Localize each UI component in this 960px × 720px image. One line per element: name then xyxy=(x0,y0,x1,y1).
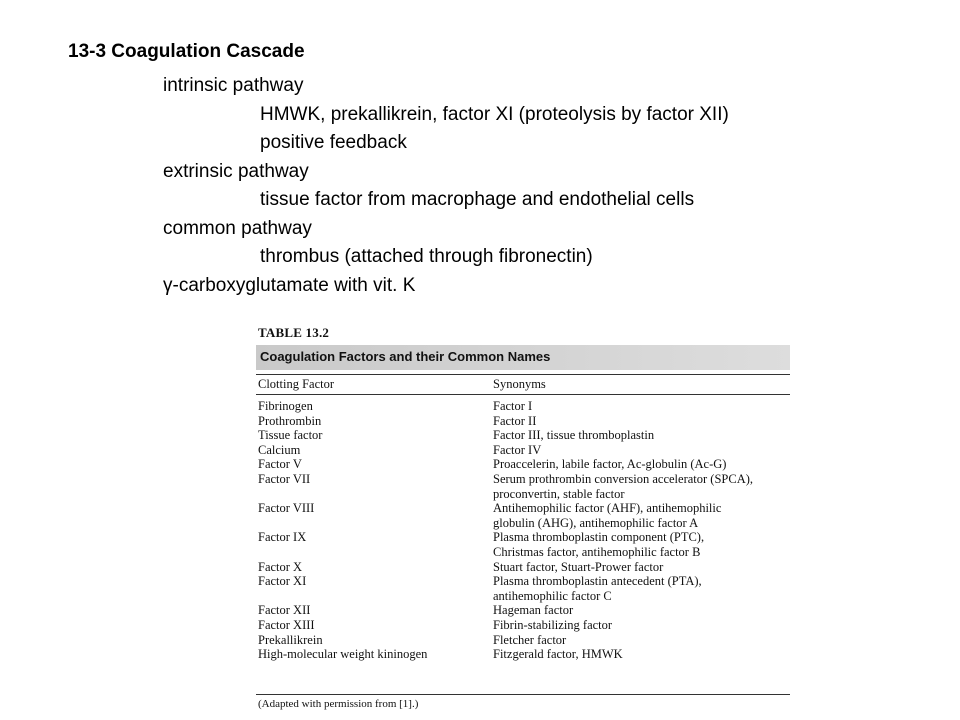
table-row xyxy=(256,603,790,618)
outline-item-positive-feedback: positive feedback xyxy=(260,132,407,153)
synonyms-cell: Antihemophilic factor (AHF), antihemophilic globulin (AHG), antihemophilic factor A xyxy=(493,501,722,530)
table-row xyxy=(256,414,790,429)
table-title: Coagulation Factors and their Common Names xyxy=(260,349,551,364)
outline-item-intrinsic-pathway: intrinsic pathway xyxy=(163,75,304,96)
factor-cell: Calcium xyxy=(258,442,301,457)
table-row xyxy=(256,633,790,648)
synonyms-cell: Hageman factor xyxy=(493,603,574,618)
synonyms-cell: Fletcher factor xyxy=(493,632,567,647)
table-row xyxy=(256,574,790,603)
table-row xyxy=(256,560,790,575)
table-header-rule xyxy=(256,394,790,395)
synonyms-cell: Factor IV xyxy=(493,442,542,457)
outline-item-extrinsic-pathway: extrinsic pathway xyxy=(163,161,309,182)
factor-cell: Fibrinogen xyxy=(258,399,313,413)
synonyms-cell: Fitzgerald factor, HMWK xyxy=(493,647,623,662)
table-body xyxy=(256,399,790,662)
table-credit: (Adapted with permission from [1].) xyxy=(258,698,419,710)
factor-cell: Factor VII xyxy=(258,471,311,486)
table-row xyxy=(256,618,790,633)
outline-item-carboxyglutamate: γ-carboxyglutamate with vit. K xyxy=(163,275,416,296)
synonyms-cell: Plasma thromboplastin antecedent (PTA), antihemophilic factor C xyxy=(493,574,702,603)
synonyms-cell: Proaccelerin, labile factor, Ac-globulin (Ac-G) xyxy=(493,457,727,472)
factor-cell: Factor VIII xyxy=(258,501,315,516)
factor-cell: Factor X xyxy=(258,559,303,574)
synonyms-cell: Fibrin-stabilizing factor xyxy=(493,617,613,632)
outline-item-tissue-factor: tissue factor from macrophage and endothelial cells xyxy=(260,189,695,210)
factor-cell: Factor V xyxy=(258,457,302,472)
table-row xyxy=(256,472,790,501)
table-bottom-rule xyxy=(256,694,790,695)
column-header-synonyms: Synonyms xyxy=(493,377,546,391)
table-row xyxy=(256,443,790,458)
table-row xyxy=(256,501,790,530)
slide-title: 13-3 Coagulation Cascade xyxy=(68,41,305,62)
synonyms-cell: Factor III, tissue thromboplastin xyxy=(493,428,655,443)
table-row xyxy=(256,457,790,472)
factor-cell: Factor IX xyxy=(258,530,307,545)
factor-cell: Factor XI xyxy=(258,574,307,589)
coagulation-factors-table xyxy=(256,325,796,717)
table-row xyxy=(256,428,790,443)
factor-cell: Tissue factor xyxy=(258,428,323,443)
synonyms-cell: Stuart factor, Stuart-Prower factor xyxy=(493,559,664,574)
table-row xyxy=(256,399,790,414)
outline-item-intrinsic-factors: HMWK, prekallikrein, factor XI (proteolysis by factor XII) xyxy=(260,104,729,125)
outline-item-thrombus: thrombus (attached through fibronectin) xyxy=(260,246,593,267)
table-top-rule xyxy=(256,374,790,375)
factor-cell: Factor XIII xyxy=(258,617,315,632)
table-row xyxy=(256,647,790,662)
factor-cell: High-molecular weight kininogen xyxy=(258,647,428,662)
factor-cell: Prothrombin xyxy=(258,413,322,428)
synonyms-cell: Serum prothrombin conversion accelerator (SPCA), proconvertin, stable factor xyxy=(493,471,754,501)
synonyms-cell: Factor II xyxy=(493,413,537,428)
factor-cell: Factor XII xyxy=(258,603,311,618)
table-title-band xyxy=(256,345,790,370)
column-header-clotting-factor: Clotting Factor xyxy=(258,377,335,391)
table-row xyxy=(256,530,790,559)
synonyms-cell: Plasma thromboplastin component (PTC), Christmas factor, antihemophilic factor B xyxy=(493,530,705,559)
factor-cell: Prekallikrein xyxy=(258,632,323,647)
outline-item-common-pathway: common pathway xyxy=(163,218,312,239)
table-label: TABLE 13.2 xyxy=(258,325,330,340)
synonyms-cell: Factor I xyxy=(493,399,533,413)
